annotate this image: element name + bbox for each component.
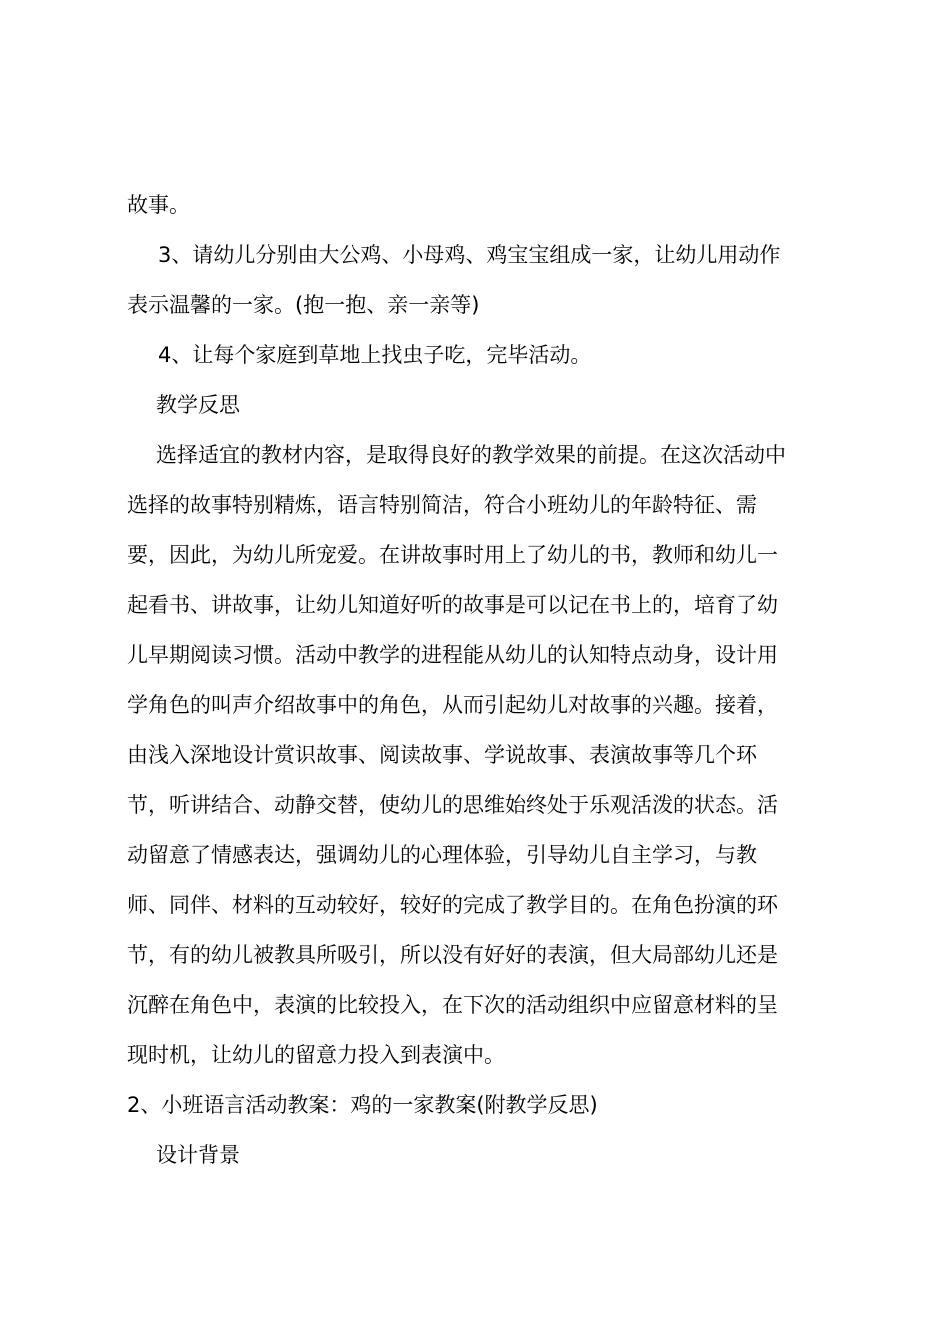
paragraph-line: 沉醉在角色中，表演的比较投入，在下次的活动组织中应留意材料的呈 <box>127 993 778 1017</box>
text-line-step-4: 4、让每个家庭到草地上找虫子吃，完毕活动。 <box>158 343 592 367</box>
text-line-step-3-cont: 表示温馨的一家。(抱一抱、亲一亲等) <box>127 293 480 317</box>
paragraph-line: 节，有的幼儿被教具所吸引，所以没有好好的表演，但大局部幼儿还是 <box>127 943 778 967</box>
text-line-step-3: 3、请幼儿分别由大公鸡、小母鸡、鸡宝宝组成一家，让幼儿用动作 <box>158 243 781 267</box>
paragraph-line: 动留意了情感表达，强调幼儿的心理体验，引导幼儿自主学习，与教 <box>127 843 757 867</box>
paragraph-line: 现时机，让幼儿的留意力投入到表演中。 <box>127 1043 505 1067</box>
paragraph-line: 起看书、讲故事，让幼儿知道好听的故事是可以记在书上的，培育了幼 <box>127 593 778 617</box>
paragraph-line: 师、同伴、材料的互动较好，较好的完成了教学目的。在角色扮演的环 <box>127 893 778 917</box>
paragraph-line: 选择的故事特别精炼，语言特别简洁，符合小班幼儿的年龄特征、需 <box>127 493 757 517</box>
paragraph-line: 节，听讲结合、动静交替，使幼儿的思维始终处于乐观活泼的状态。活 <box>127 793 778 817</box>
text-line-story-end: 故事。 <box>127 193 190 217</box>
section-heading-reflection: 教学反思 <box>156 393 240 417</box>
section-title-lesson-plan: 2、小班语言活动教案：鸡的一家教案(附教学反思) <box>127 1093 598 1117</box>
paragraph-line: 选择适宜的教材内容，是取得良好的教学效果的前提。在这次活动中 <box>156 443 786 467</box>
paragraph-line: 由浅入深地设计赏识故事、阅读故事、学说故事、表演故事等几个环 <box>127 743 757 767</box>
paragraph-line: 儿早期阅读习惯。活动中教学的进程能从幼儿的认知特点动身，设计用 <box>127 643 778 667</box>
paragraph-line: 学角色的叫声介绍故事中的角色，从而引起幼儿对故事的兴趣。接着， <box>127 693 778 717</box>
paragraph-line: 要，因此，为幼儿所宠爱。在讲故事时用上了幼儿的书，教师和幼儿一 <box>127 543 778 567</box>
section-heading-background: 设计背景 <box>156 1143 240 1167</box>
